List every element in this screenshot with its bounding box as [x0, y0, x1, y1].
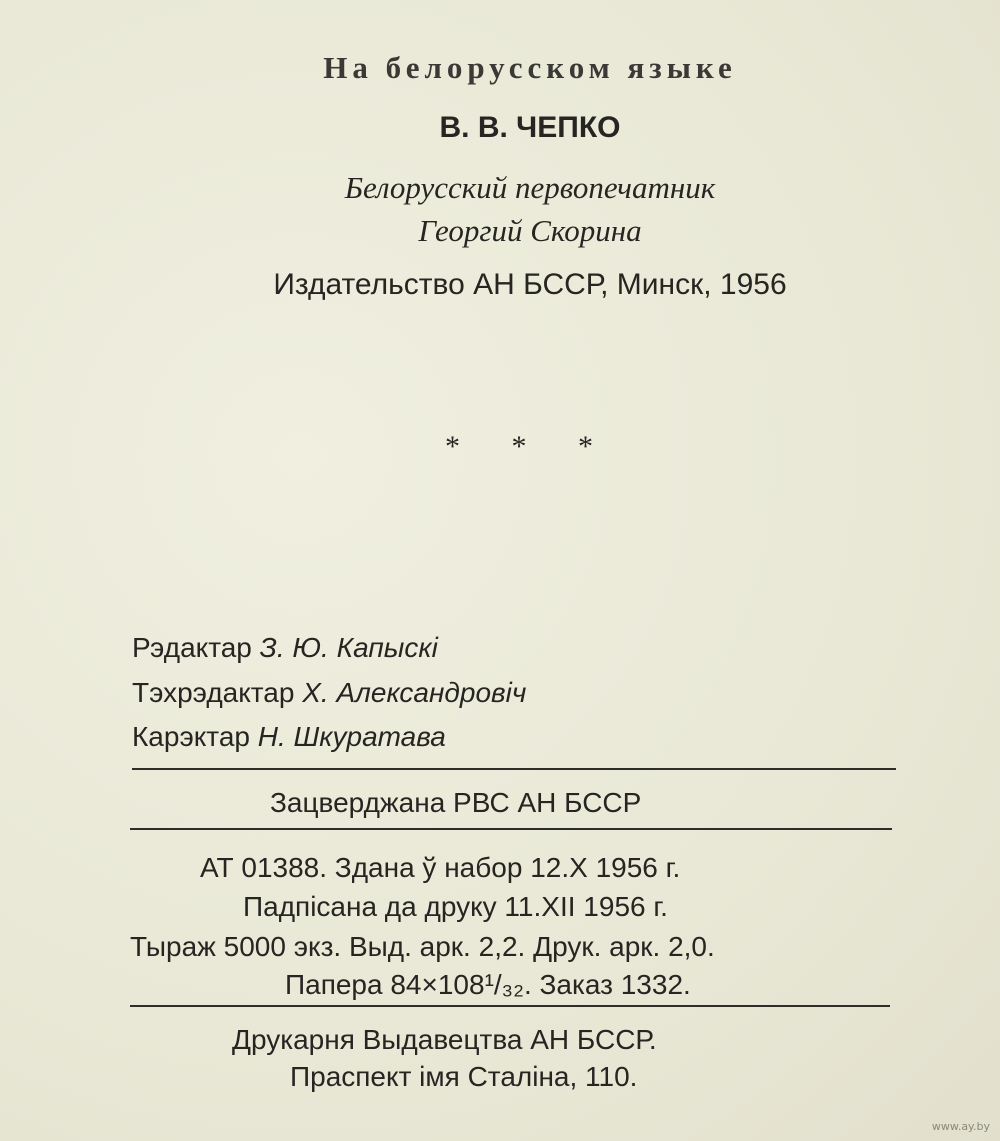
- section-separator: * * *: [445, 430, 615, 463]
- book-title-line-1: Белорусский первопечатник: [344, 170, 716, 205]
- book-title-line-2: Георгий Скорина: [418, 213, 642, 248]
- publisher-line: Издательство АН БССР, Минск, 1956: [273, 268, 787, 301]
- printer-line-1: Друкарня Выдавецтва АН БССР.: [232, 1024, 657, 1055]
- divider-rule: [130, 1005, 890, 1007]
- print-info-line-4: Папера 84×108¹/₃₂. Заказ 1332.: [285, 969, 691, 1000]
- print-info-line-1: АТ 01388. Здана ў набор 12.X 1956 г.: [200, 852, 681, 883]
- staff-role: Карэктар: [132, 721, 250, 752]
- divider-rule: [132, 768, 896, 770]
- staff-role: Рэдактар: [132, 632, 252, 663]
- print-info-line-2: Падпісана да друку 11.XII 1956 г.: [243, 891, 668, 922]
- staff-name: Х. Александровіч: [302, 677, 527, 708]
- language-note: На белорусском языке: [323, 50, 737, 85]
- author-name: В. В. ЧЕПКО: [439, 111, 621, 144]
- approval-line: Зацверджана РВС АН БССР: [270, 787, 642, 818]
- staff-name: Н. Шкуратава: [257, 721, 446, 752]
- staff-tech-editor: [132, 677, 526, 709]
- staff-editor: [132, 632, 438, 664]
- divider-rule: [130, 828, 892, 830]
- staff-name: З. Ю. Капыскі: [259, 632, 438, 663]
- print-info-line-3: Тыраж 5000 экз. Выд. арк. 2,2. Друк. арк. 2,0.: [130, 931, 715, 962]
- staff-proofreader: [132, 721, 446, 753]
- watermark: www.ay.by: [931, 1120, 990, 1133]
- printer-line-2: Праспект імя Сталіна, 110.: [290, 1061, 638, 1092]
- staff-role: Тэхрэдактар: [132, 677, 295, 708]
